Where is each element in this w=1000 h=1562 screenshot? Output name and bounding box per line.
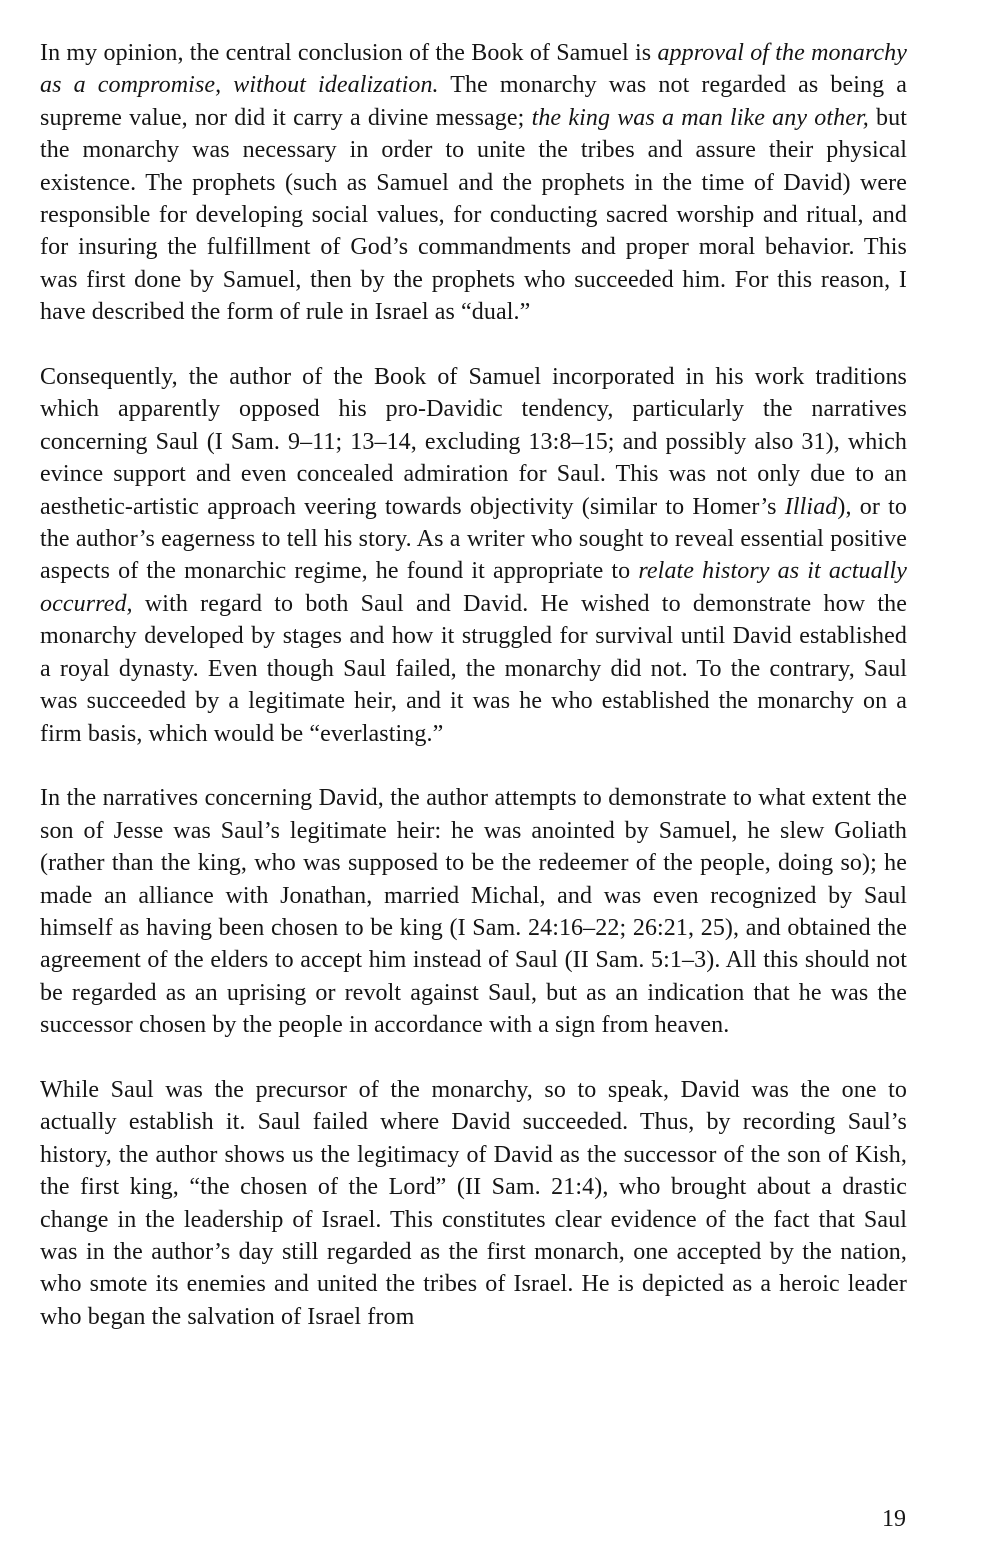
italic-text: the king was a man like any other, [531,104,869,131]
text-run: While Saul was the precursor of the monarchy, so to speak, David was the one to actually establish it. Saul failed where David succeeded. Thus, by recording Saul’s history, the author shows us the legitimacy of David as the successor of the son of Kish, the first king, “the chosen of the Lord” (II Sam. 21:4), who brought about a drastic change in the leadership of Israel. This constitutes clear evidence of the fact that Saul was in the author’s day still regarded as the first monarch, one accepted by the nation, who smote its enemies and united the tribes of Israel. He is depicted as a heroic leader who began the salvation of Israel from [40,1076,907,1330]
paragraph [40,1074,907,1333]
text-run: with regard to both Saul and David. He wished to demonstrate how the monarchy developed by stages and how it struggled for survival until David established a royal dynasty. Even though Saul failed, the monarchy did not. To the contrary, Saul was succeeded by a legitimate heir, and it was he who established the monarchy on a firm basis, which would be “everlasting.” [40,590,907,747]
paragraph [40,361,907,750]
text-run: Consequently, the author of the Book of Samuel incorporated in his work traditions which apparently opposed his pro-Davidic tendency, particularly the narratives concerning Saul (I Sam. 9–11; 13–14, excluding 13:8–15; and possibly also 31), which evince support and even concealed admiration for Saul. This was not only due to an aesthetic-artistic approach veering towards objectivity (similar to Homer’s [40,364,907,520]
paragraph [40,37,907,329]
text-run: In my opinion, the central conclusion of the Book of Samuel is [40,40,658,66]
text-run: In the narratives concerning David, the author attempts to demonstrate to what extent the son of Jesse was Saul’s legitimate heir: he was anointed by Samuel, he slew Goliath (rather than the king, who was supposed to be the redeemer of the people, doing so); he made an alliance with Jonathan, married Michal, and was even recognized by Saul himself as having been chosen to be king (I Sam. 24:16–22; 26:21, 25), and obtained the agreement of the elders to accept him instead of Saul (II Sam. 5:1–3). All this should not be regarded as an uprising or revolt against Saul, but as an indication that he was the successor chosen by the people in accordance with a sign from heaven. [40,785,907,1039]
page-body-text [40,37,907,1333]
text-run: but the monarchy was necessary in order to unite the tribes and assure their physical existence. The prophets (such as Samuel and the prophets in the time of David) were responsible for developing social values, for conducting sacred worship and ritual, and for insuring the fulfillment of God’s commandments and proper moral behavior. This was first done by Samuel, then by the prophets who succeeded him. For this reason, I have described the form of rule in Israel as “dual.” [40,104,907,326]
paragraph [40,782,907,1041]
italic-text: approval of the monarchy as a compromise, without idealization. [40,40,907,99]
text-run: ), or to the author’s eagerness to tell his story. As a writer who sought to reveal essential positive aspects of the monarchic regime, he found it appropriate to [40,493,907,585]
italic-text: relate history as it actually occurred, [40,558,907,617]
page-number: 19 [882,1506,906,1532]
text-run: The monarchy was not regarded as being a supreme value, nor did it carry a divine message; [40,72,907,131]
italic-text: Illiad [784,493,838,520]
